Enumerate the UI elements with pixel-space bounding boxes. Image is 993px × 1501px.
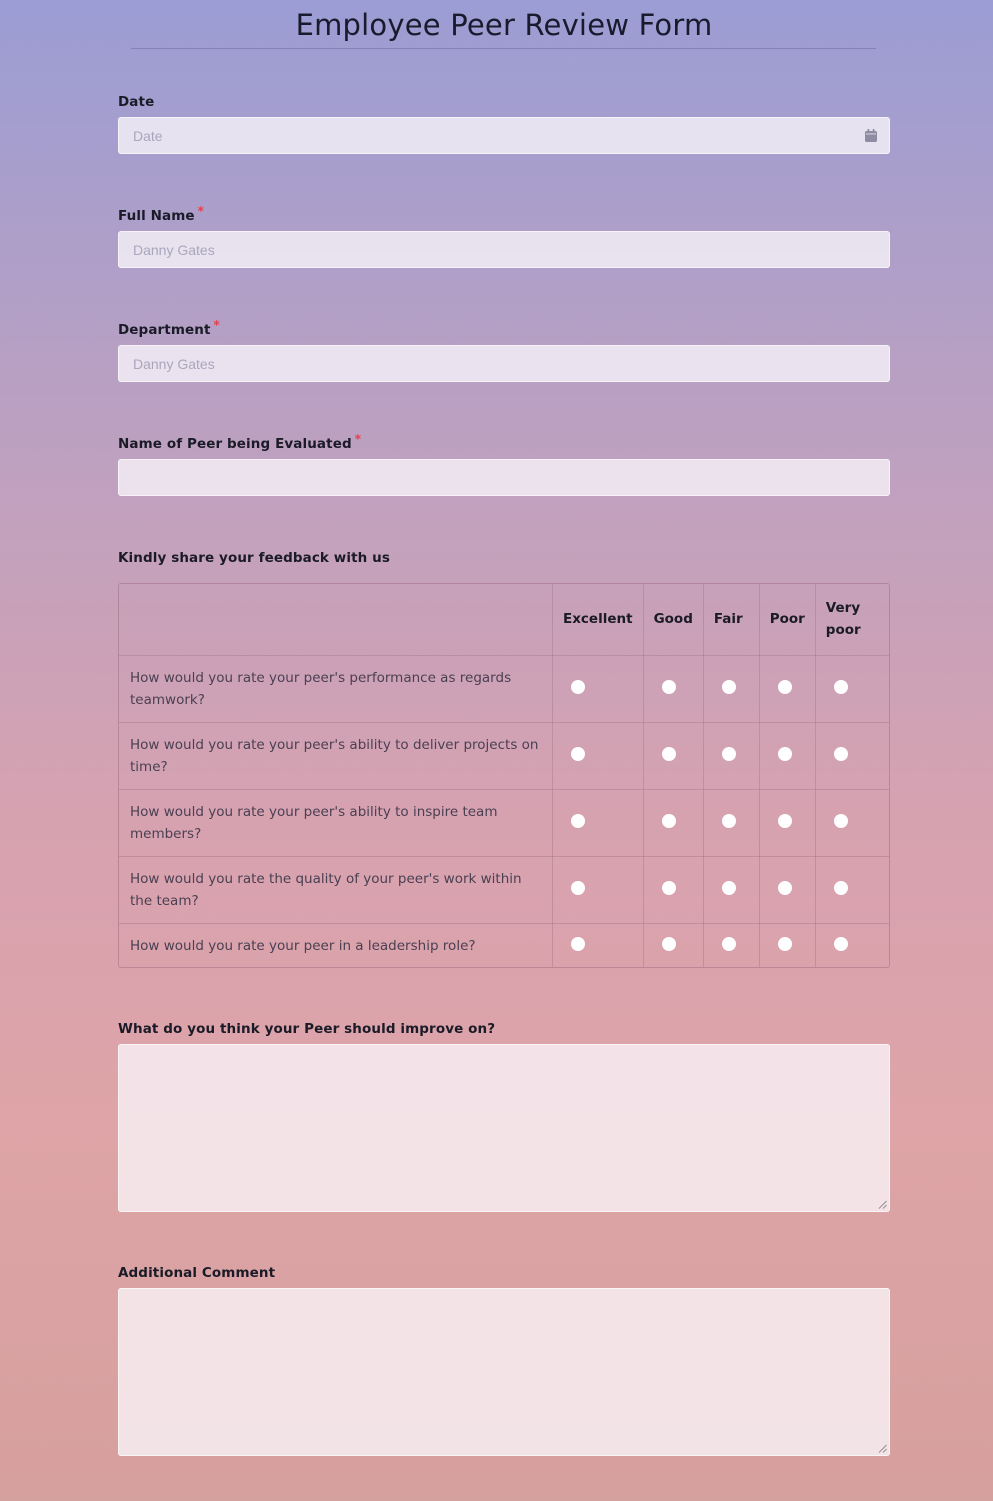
matrix-radio-cell: [552, 789, 643, 856]
date-label: Date: [118, 94, 155, 110]
matrix-radio-cell: [703, 856, 759, 923]
date-placeholder: Date: [133, 127, 163, 144]
column-header-good: Good: [643, 584, 703, 655]
radio-excellent[interactable]: [571, 814, 585, 828]
radio-very-poor[interactable]: [834, 881, 848, 895]
feedback-label-group: [118, 548, 890, 568]
column-header-very-poor: Very poor: [815, 584, 889, 655]
improve-textarea[interactable]: [118, 1044, 890, 1212]
title-divider: [131, 48, 876, 49]
matrix-radio-cell: [759, 789, 815, 856]
page-title: Employee Peer Review Form: [295, 8, 713, 42]
department-field-group: [118, 320, 890, 382]
resize-grip-icon[interactable]: [878, 1444, 887, 1453]
matrix-header-row: [119, 584, 889, 655]
radio-good[interactable]: [662, 881, 676, 895]
full-name-field-group: [118, 206, 890, 268]
radio-poor[interactable]: [778, 747, 792, 761]
radio-excellent[interactable]: [571, 937, 585, 951]
matrix-radio-cell: [815, 923, 889, 968]
matrix-radio-cell: [552, 655, 643, 722]
radio-poor[interactable]: [778, 881, 792, 895]
matrix-radio-cell: [815, 655, 889, 722]
matrix-radio-cell: [703, 722, 759, 789]
radio-fair[interactable]: [722, 814, 736, 828]
required-mark: *: [197, 204, 205, 218]
radio-fair[interactable]: [722, 937, 736, 951]
full-name-input[interactable]: [118, 231, 890, 268]
radio-poor[interactable]: [778, 680, 792, 694]
column-header-excellent: Excellent: [552, 584, 643, 655]
department-input[interactable]: [118, 345, 890, 382]
feedback-matrix: [118, 583, 890, 968]
matrix-radio-cell: [643, 722, 703, 789]
matrix-radio-cell: [643, 655, 703, 722]
matrix-radio-cell: [643, 789, 703, 856]
radio-fair[interactable]: [722, 881, 736, 895]
column-header-fair: Fair: [703, 584, 759, 655]
matrix-corner-cell: [119, 584, 552, 655]
matrix-row-question: How would you rate your peer's performance as regards teamwork?: [119, 655, 552, 722]
matrix-row-question: How would you rate the quality of your peer's work within the team?: [119, 856, 552, 923]
required-mark: *: [354, 432, 362, 446]
peer-name-input[interactable]: [118, 459, 890, 496]
matrix-radio-cell: [643, 923, 703, 968]
matrix-row: [119, 655, 889, 722]
radio-very-poor[interactable]: [834, 814, 848, 828]
radio-good[interactable]: [662, 680, 676, 694]
date-input[interactable]: [118, 117, 890, 154]
radio-poor[interactable]: [778, 937, 792, 951]
full-name-placeholder: Danny Gates: [133, 241, 215, 258]
radio-good[interactable]: [662, 937, 676, 951]
radio-excellent[interactable]: [571, 881, 585, 895]
matrix-radio-cell: [759, 923, 815, 968]
matrix-radio-cell: [703, 923, 759, 968]
comment-label: Additional Comment: [118, 1265, 276, 1281]
matrix-radio-cell: [552, 856, 643, 923]
improve-field-group: [118, 1019, 890, 1212]
column-header-poor: Poor: [759, 584, 815, 655]
matrix-radio-cell: [759, 856, 815, 923]
matrix-radio-cell: [815, 856, 889, 923]
matrix-row: [119, 923, 889, 968]
resize-grip-icon[interactable]: [878, 1200, 887, 1209]
feedback-label: Kindly share your feedback with us: [118, 550, 391, 566]
matrix-row-question: How would you rate your peer's ability to deliver projects on time?: [119, 722, 552, 789]
matrix-radio-cell: [643, 856, 703, 923]
radio-good[interactable]: [662, 814, 676, 828]
matrix-radio-cell: [759, 655, 815, 722]
matrix-row-question: How would you rate your peer's ability to inspire team members?: [119, 789, 552, 856]
matrix-row: [119, 789, 889, 856]
matrix-radio-cell: [552, 722, 643, 789]
peer-name-label: Name of Peer being Evaluated *: [118, 432, 362, 452]
calendar-icon[interactable]: [865, 129, 877, 142]
radio-fair[interactable]: [722, 680, 736, 694]
matrix-radio-cell: [703, 655, 759, 722]
matrix-radio-cell: [815, 789, 889, 856]
matrix-radio-cell: [703, 789, 759, 856]
full-name-label: Full Name *: [118, 204, 205, 224]
radio-very-poor[interactable]: [834, 747, 848, 761]
matrix-radio-cell: [552, 923, 643, 968]
radio-excellent[interactable]: [571, 680, 585, 694]
peer-name-field-group: [118, 434, 890, 496]
matrix-radio-cell: [815, 722, 889, 789]
improve-label: What do you think your Peer should improve on?: [118, 1021, 496, 1037]
comment-textarea[interactable]: [118, 1288, 890, 1456]
radio-fair[interactable]: [722, 747, 736, 761]
matrix-row: [119, 722, 889, 789]
radio-good[interactable]: [662, 747, 676, 761]
department-placeholder: Danny Gates: [133, 355, 215, 372]
comment-field-group: [118, 1263, 890, 1456]
matrix-row-question: How would you rate your peer in a leadership role?: [119, 923, 552, 968]
radio-very-poor[interactable]: [834, 937, 848, 951]
radio-very-poor[interactable]: [834, 680, 848, 694]
department-label: Department *: [118, 318, 220, 338]
matrix-row: [119, 856, 889, 923]
required-mark: *: [213, 318, 220, 332]
date-field-group: [118, 92, 890, 154]
radio-poor[interactable]: [778, 814, 792, 828]
matrix-radio-cell: [759, 722, 815, 789]
radio-excellent[interactable]: [571, 747, 585, 761]
